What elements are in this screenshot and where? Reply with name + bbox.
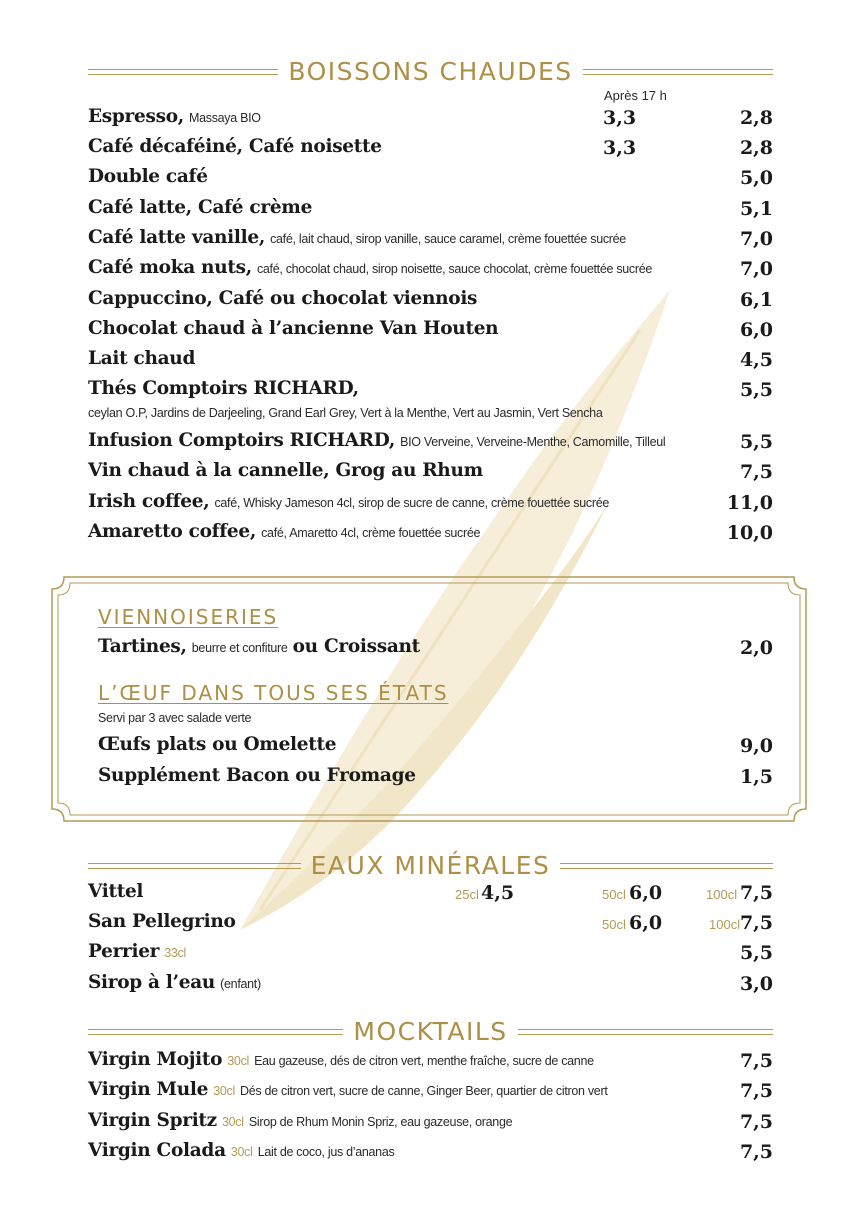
item-price: 5,5: [739, 431, 773, 453]
menu-item: [98, 734, 773, 762]
waters-title: EAUX MINÉRALES: [310, 851, 551, 880]
item-price: 6,0: [629, 882, 663, 904]
item-price: 7,5: [739, 1141, 773, 1163]
item-price: 7,5: [739, 912, 773, 934]
item-name: Virgin Mule: [88, 1079, 209, 1100]
item-detail: café, lait chaud, sirop vanille, sauce caramel, crème fouettée sucrée: [270, 232, 626, 246]
menu-item: [88, 911, 773, 939]
item-price: 5,5: [739, 942, 773, 964]
menu-item: [88, 460, 773, 488]
item-price: 4,5: [481, 882, 515, 904]
size-label: 100cl: [706, 887, 738, 902]
item-name: Thés Comptoirs RICHARD,: [88, 378, 359, 399]
item-detail: Dés de citron vert, sucre de canne, Ginger Beer, quartier de citron vert: [240, 1084, 608, 1098]
header-rule-left: [88, 1029, 343, 1035]
item-name: Café décaféiné, Café noisette: [88, 136, 382, 157]
item-name: Café latte vanille,: [88, 227, 265, 248]
item-name: Cappuccino, Café ou chocolat viennois: [88, 288, 478, 309]
item-name: Vittel: [88, 881, 144, 902]
size-label: 33cl: [164, 946, 186, 960]
item-price: 7,5: [739, 1080, 773, 1102]
item-price-after: 3,3: [603, 107, 637, 129]
menu-item: [98, 765, 773, 793]
menu-item: [88, 1140, 773, 1168]
item-price: 7,5: [739, 1111, 773, 1133]
header-rule-right: [583, 69, 773, 75]
item-detail: Lait de coco, jus d’ananas: [257, 1145, 395, 1159]
header-rule-right: [518, 1029, 773, 1035]
mocktails-header: [88, 1017, 773, 1047]
item-name: Chocolat chaud à l’ancienne Van Houten: [88, 318, 499, 339]
menu-item: [88, 227, 773, 255]
header-rule-left: [88, 69, 278, 75]
item-price: 7,5: [739, 461, 773, 483]
item-detail: Eau gazeuse, dés de citron vert, menthe fraîche, sucre de canne: [254, 1054, 594, 1068]
item-price: 5,0: [739, 167, 773, 189]
size-label: 50cl: [602, 887, 626, 902]
menu-item: [88, 378, 773, 406]
item-detail: Sirop de Rhum Monin Spriz, eau gazeuse, orange: [248, 1115, 513, 1129]
menu-item: [88, 1079, 773, 1107]
item-price: 2,8: [739, 107, 773, 129]
menu-item: [98, 636, 773, 664]
item-price: 5,5: [739, 379, 773, 401]
item-detail: café, Amaretto 4cl, crème fouettée sucrée: [261, 526, 481, 540]
item-price: 7,5: [739, 1050, 773, 1072]
menu-item: [88, 197, 773, 225]
item-price: 1,5: [739, 766, 773, 788]
item-price: 2,8: [739, 137, 773, 159]
waters-header: [88, 851, 773, 881]
menu-item: [88, 257, 773, 285]
mocktails-title: MOCKTAILS: [353, 1017, 508, 1046]
item-name: Double café: [88, 166, 208, 187]
item-detail: Massaya BIO: [188, 111, 261, 125]
item-name: Œufs plats ou Omelette: [98, 734, 337, 755]
menu-item: [88, 348, 773, 376]
item-price: 5,1: [739, 198, 773, 220]
tea-detail: ceylan O.P, Jardins de Darjeeling, Grand Earl Grey, Vert à la Menthe, Vert au Jasmin, Vert Sencha: [88, 406, 603, 420]
item-price: 7,0: [739, 228, 773, 250]
item-detail: (enfant): [220, 977, 261, 991]
item-price: 7,5: [739, 882, 773, 904]
item-detail: café, chocolat chaud, sirop noisette, sauce chocolat, crème fouettée sucrée: [256, 262, 653, 276]
item-name: Vin chaud à la cannelle, Grog au Rhum: [88, 460, 483, 481]
eggs-title: L’ŒUF DANS TOUS SES ÉTATS: [98, 681, 449, 705]
menu-item: [88, 881, 773, 909]
hot-drinks-title: BOISSONS CHAUDES: [288, 57, 573, 86]
menu-item: [88, 288, 773, 316]
item-price: 6,0: [739, 319, 773, 341]
item-price: 10,0: [726, 522, 773, 544]
item-detail: BIO Verveine, Verveine-Menthe, Camomille, Tilleul: [400, 435, 666, 449]
item-name: Irish coffee,: [88, 491, 210, 512]
item-price: 9,0: [739, 735, 773, 757]
item-name: Lait chaud: [88, 348, 196, 369]
item-price: 6,0: [629, 912, 663, 934]
menu-item: [88, 491, 773, 519]
menu-item: [88, 941, 773, 969]
header-rule-right: [560, 863, 773, 869]
menu-item: [88, 430, 773, 458]
item-price: 7,0: [739, 258, 773, 280]
viennoiseries-title: VIENNOISERIES: [98, 605, 279, 629]
menu-item: [88, 106, 773, 134]
item-detail: beurre et confiture: [191, 641, 288, 655]
item-name: San Pellegrino: [88, 911, 236, 932]
item-detail: café, Whisky Jameson 4cl, sirop de sucre de canne, crème fouettée sucrée: [214, 496, 610, 510]
size-label: 30cl: [227, 1054, 250, 1068]
item-price: 3,0: [739, 973, 773, 995]
menu-item: [88, 972, 773, 1000]
item-price: 4,5: [739, 349, 773, 371]
size-label: 30cl: [213, 1084, 235, 1098]
item-name: Perrier: [88, 941, 160, 962]
item-name: Espresso,: [88, 106, 184, 127]
item-name: Sirop à l’eau: [88, 972, 216, 993]
hot-drinks-header: [88, 57, 773, 87]
item-name: Virgin Mojito: [88, 1049, 223, 1070]
menu-item: [88, 521, 773, 549]
size-label: 50cl: [602, 917, 626, 932]
size-label: 30cl: [230, 1145, 253, 1159]
item-name-2: ou Croissant: [292, 636, 420, 657]
size-label: 25cl: [455, 887, 479, 902]
size-label: 100cl: [709, 917, 741, 932]
item-name: Virgin Spritz: [88, 1110, 217, 1131]
item-name: Café latte, Café crème: [88, 197, 313, 218]
menu-item: [88, 1110, 773, 1138]
item-price: 2,0: [739, 637, 773, 659]
after-5pm-label: Après 17 h: [604, 88, 667, 103]
item-name: Café moka nuts,: [88, 257, 252, 278]
item-name: Supplément Bacon ou Fromage: [98, 765, 416, 786]
item-price-after: 3,3: [603, 137, 637, 159]
menu-item: [88, 136, 773, 164]
eggs-note: Servi par 3 avec salade verte: [98, 711, 252, 725]
menu-item: [88, 1049, 773, 1077]
menu-item: [88, 318, 773, 346]
header-rule-left: [88, 863, 301, 869]
size-label: 30cl: [221, 1115, 244, 1129]
item-name: Infusion Comptoirs RICHARD,: [88, 430, 395, 451]
item-name: Tartines,: [98, 636, 187, 657]
menu-item: [88, 166, 773, 194]
item-price: 6,1: [739, 289, 773, 311]
item-name: Amaretto coffee,: [88, 521, 257, 542]
item-price: 11,0: [726, 492, 773, 514]
item-name: Virgin Colada: [88, 1140, 226, 1161]
